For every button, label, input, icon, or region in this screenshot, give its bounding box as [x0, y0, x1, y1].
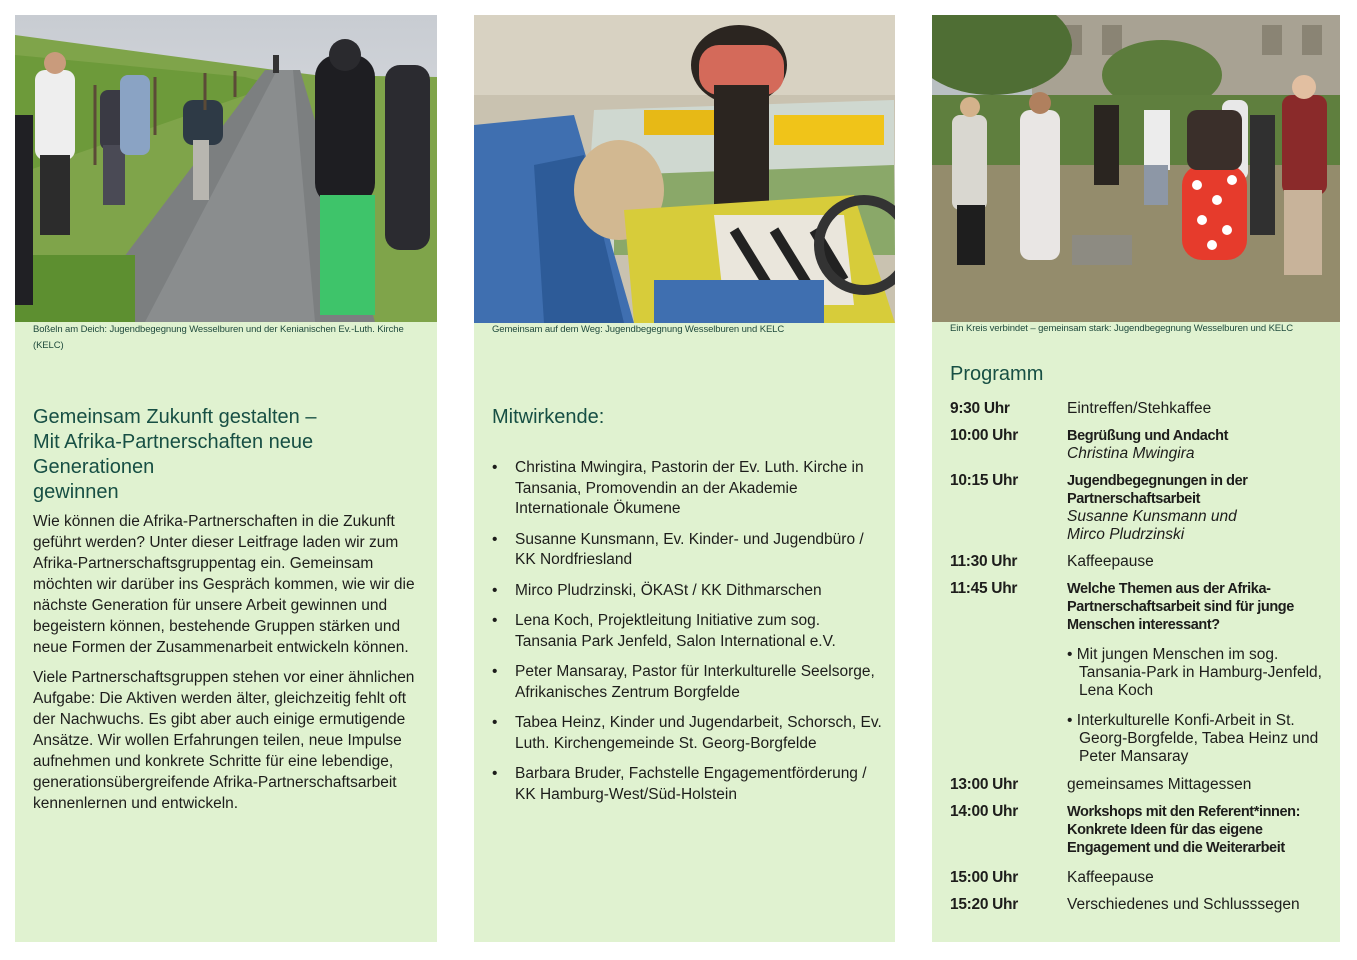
- list-item: • Christina Mwingira, Pastorin der Ev. Luth. Kirche in Tansania, Promovendin an der Akademie Internationale Ökumene: [492, 458, 882, 520]
- list-item: • Mirco Pludrzinski, ÖKASt / KK Dithmarschen: [492, 581, 882, 602]
- program-title: Jugendbegegnungen in der Partnerschaftsarbeit: [1067, 473, 1248, 507]
- right-panel: [932, 15, 1340, 942]
- paragraph: Wie können die Afrika-Partnerschaften in die Zukunft geführt werden? Unter dieser Leitfrage laden wir zum Afrika-Partnerschaftsgruppentag ein. Gemeinsam möchten wir darüber ins Gespräch kommen, wie wir die nächste Generation für unsere Arbeit gewinnen und begeistern können, bestehende Gruppen stärken und neue Formen der Zusammenarbeit entwickeln können.: [33, 513, 415, 656]
- program-title: Begrüßung und Andacht: [1067, 428, 1229, 444]
- program-subitem: • Mit jungen Menschen im sog. Tansania-Park in Hamburg-Jenfeld, Lena Koch: [1067, 646, 1322, 699]
- left-panel: [15, 15, 437, 942]
- list-item: • Susanne Kunsmann, Ev. Kinder- und Jugendbüro / KK Nordfriesland: [492, 530, 882, 571]
- program-time: 15:20 Uhr: [950, 896, 1018, 913]
- program-title: Workshops mit den Referent*innen: Konkrete Ideen für das eigene Engagement und die Weiterarbeit: [1067, 804, 1301, 856]
- program-title: Kaffeepause: [1067, 553, 1154, 570]
- program-heading: Programm: [950, 363, 1044, 385]
- program-time: 10:00 Uhr: [950, 427, 1018, 444]
- program-time: 9:30 Uhr: [950, 400, 1010, 417]
- program-row: [950, 400, 1330, 418]
- program-time: 13:00 Uhr: [950, 776, 1018, 793]
- intro-text: [33, 511, 419, 823]
- program-row: [950, 580, 1330, 766]
- program-row: [950, 776, 1330, 794]
- program-row: [950, 427, 1330, 463]
- paragraph: Viele Partnerschaftsgruppen stehen vor einer ähnlichen Aufgabe: Die Aktiven werden älter, gleichzeitig fehlt oft der Nachwuchs. Es gibt aber auch einige ermutigende Ansätze. Wir wollen Erfahrungen teilen, neue Impulse aufnehmen und konkrete Schritte für eine lebendige, generationsübergreifende Afrika-Partnerschaftsarbeit kennenlernen und entwickeln.: [33, 669, 415, 812]
- contributors-heading: Mitwirkende:: [492, 406, 605, 428]
- photo-caption: Boßeln am Deich: Jugendbegegnung Wesselburen und der Kenianischen Ev.-Luth. Kirche (KELC): [33, 324, 404, 351]
- list-item: • Peter Mansaray, Pastor für Interkulturelle Seelsorge, Afrikanisches Zentrum Borgfelde: [492, 662, 882, 703]
- photo-caption: Gemeinsam auf dem Weg: Jugendbegegnung Wesselburen und KELC: [492, 324, 785, 335]
- program-time: 14:00 Uhr: [950, 803, 1018, 820]
- program-title: Kaffeepause: [1067, 869, 1154, 886]
- program-title: Verschiedenes und Schlusssegen: [1067, 896, 1300, 913]
- program-row: [950, 896, 1330, 914]
- list-item: • Lena Koch, Projektleitung Initiative zum sog. Tansania Park Jenfeld, Salon International e.V.: [492, 611, 882, 652]
- program-schedule: [950, 400, 1330, 923]
- middle-panel: [474, 15, 895, 942]
- heading-line: Mit Afrika-Partnerschaften neue Generationen: [33, 431, 314, 478]
- heading-line: gewinnen: [33, 481, 119, 503]
- program-title: Welche Themen aus der Afrika-Partnerschaftsarbeit sind für junge Menschen interessant?: [1067, 581, 1294, 633]
- list-item: • Barbara Bruder, Fachstelle Engagementförderung / KK Hamburg-West/Süd-Holstein: [492, 764, 882, 805]
- program-row: [950, 869, 1330, 887]
- list-item: • Tabea Heinz, Kinder und Jugendarbeit, Schorsch, Ev. Luth. Kirchengemeinde St. Georg-Borgfelde: [492, 713, 882, 754]
- program-time: 15:00 Uhr: [950, 869, 1018, 886]
- photo-car: [474, 15, 895, 323]
- program-time: 10:15 Uhr: [950, 472, 1018, 489]
- program-row: [950, 803, 1330, 857]
- program-speaker: Susanne Kunsmann und Mirco Pludrzinski: [1067, 508, 1237, 543]
- photo-dike: [15, 15, 437, 322]
- program-row: [950, 472, 1330, 544]
- program-subitem: • Interkulturelle Konfi-Arbeit in St. Georg-Borgfelde, Tabea Heinz und Peter Mansaray: [1067, 712, 1319, 765]
- main-heading: [33, 405, 433, 505]
- program-title: Eintreffen/Stehkaffee: [1067, 400, 1212, 417]
- heading-line: Gemeinsam Zukunft gestalten –: [33, 406, 317, 428]
- program-time: 11:30 Uhr: [950, 553, 1018, 570]
- photo-caption: Ein Kreis verbindet – gemeinsam stark: Jugendbegegnung Wesselburen und KELC: [950, 323, 1293, 334]
- program-title: gemeinsames Mittagessen: [1067, 776, 1252, 793]
- program-time: 11:45 Uhr: [950, 580, 1018, 597]
- contributors-list: [492, 458, 882, 815]
- photo-circle: [932, 15, 1340, 322]
- program-row: [950, 553, 1330, 571]
- program-speaker: Christina Mwingira: [1067, 445, 1195, 462]
